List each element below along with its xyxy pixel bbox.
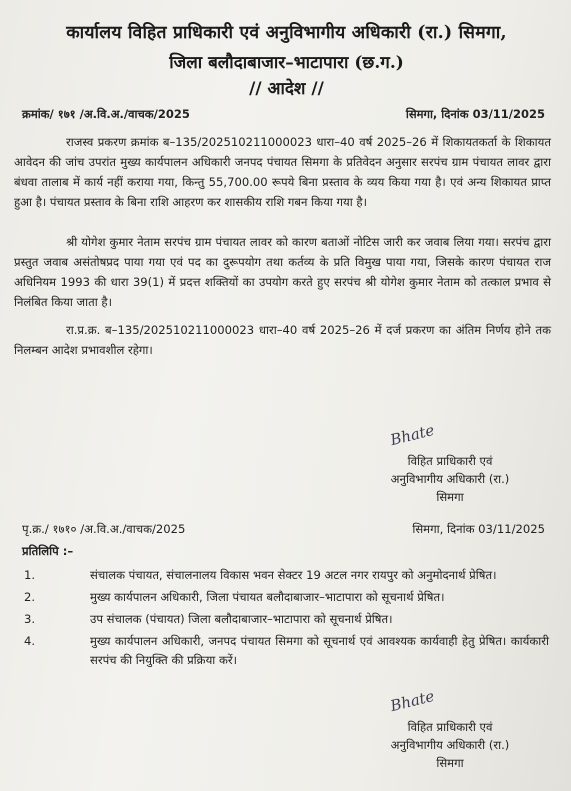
order-date: सिमगा, दिनांक 03/11/2025 xyxy=(405,107,545,121)
copy-to-label: प्रतिलिपि :– xyxy=(22,544,74,558)
signatory-place: सिमगा xyxy=(436,490,464,504)
signatory-place: सिमगा xyxy=(436,756,464,770)
list-item-number: 2. xyxy=(24,590,36,604)
list-item xyxy=(22,588,557,607)
office-heading: कार्यालय विहित प्राधिकारी एवं अनुविभागीय अधिकारी (रा.) सिमगा, xyxy=(66,23,507,43)
paragraph-suspension: श्री योगेश कुमार नेताम सरपंच ग्राम पंचायत लावर को कारण बताओं नोटिस जारी कर जवाब लिया गया। सरपंच द्वारा प्रस्तुत जवाब असंतोषप्रद पाया गया एवं पद का दुरूपयोग तथा कर्तव्य के प्रति विमुख पाया गया, जिसके कारण पंचायत राज अधिनियम 1993 की धारा 39(1) में प्रदत्त शक्तियों का उपयोग करते हुए सरपंच श्री योगेश कुमार नेताम को तत्काल प्रभाव से निलंबित किया जाता है। xyxy=(14,235,551,309)
list-item-number: 1. xyxy=(24,568,36,582)
order-number: क्रमांक/ १७१ /अ.वि.अ./वाचक/2025 xyxy=(22,107,190,121)
endorsement-reference-row xyxy=(22,522,545,537)
list-item xyxy=(22,632,557,670)
list-item-text: उप संचालक (पंचायत) जिला बलौदाबाजार–भाटापारा को सूचनार्थ प्रेषित। xyxy=(90,612,393,626)
handwritten-signature: Bhate xyxy=(388,686,437,716)
order-reference-row xyxy=(14,107,559,122)
list-item-text: मुख्य कार्यपालन अधिकारी, जनपद पंचायत सिमगा को सूचनार्थ एवं आवश्यक कार्यवाही हेतु प्रेषित। कार्यकारी सरपंच की नियुक्ति की प्रक्रिया करें। xyxy=(90,634,549,667)
list-item-text: मुख्य कार्यपालन अधिकारी, जिला पंचायत बलौदाबाजार–भाटापारा को सूचनार्थ प्रेषित। xyxy=(90,590,445,604)
list-item xyxy=(22,566,557,585)
signatory-designation: अनुविभागीय अधिकारी (रा.) xyxy=(390,738,510,752)
endorsement-number: पृ.क्र./ १७१० /अ.वि.अ./वाचक/2025 xyxy=(22,522,186,536)
district-heading: जिला बलौदाबाजार–भाटापारा (छ.ग.) xyxy=(169,53,404,73)
handwritten-signature: Bhate xyxy=(388,420,437,450)
paragraph-effect: रा.प्र.क्र. ब–135/202510211000023 धारा–40 वर्ष 2025–26 में दर्ज प्रकरण का अंतिम निर्णय होने तक निलम्बन आदेश प्रभावशील रहेगा। xyxy=(14,323,551,357)
list-item-number: 3. xyxy=(24,612,36,626)
order-title: // आदेश // xyxy=(249,79,324,99)
signatory-title: विहित प्राधिकारी एवं xyxy=(407,720,493,734)
signatory-title: विहित प्राधिकारी एवं xyxy=(407,454,493,468)
paragraph-complaint: राजस्व प्रकरण क्रमांक ब–135/202510211000023 धारा–40 वर्ष 2025–26 में शिकायतकर्ता के शिकायत आवेदन की जांच उपरांत मुख्य कार्यपालन अधिकारी जनपद पंचायत सिमगा के प्रतिवेदन अनुसार सरपंच ग्राम पंचायत लावर द्वारा बंधवा तालाब में कार्य नहीं कराया गया, किन्तु 55,700.00 रूपये बिना प्रस्ताव के व्यय किया गया है। एवं अन्य शिकायत प्राप्त हुआ है। पंचायत प्रस्ताव के बिना राशि आहरण कर शासकीय राशि गबन किया गया है। xyxy=(14,135,551,209)
copy-to-list xyxy=(22,566,557,673)
signature-block xyxy=(340,420,560,506)
signature-block-copy xyxy=(340,686,560,772)
signatory-designation: अनुविभागीय अधिकारी (रा.) xyxy=(390,472,510,486)
list-item-number: 4. xyxy=(24,634,36,648)
list-item-text: संचालक पंचायत, संचालनालय विकास भवन सेक्टर 19 अटल नगर रायपुर को अनुमोदनार्थ प्रेषित। xyxy=(90,568,497,582)
list-item xyxy=(22,610,557,629)
endorsement-date: सिमगा, दिनांक 03/11/2025 xyxy=(412,522,545,536)
